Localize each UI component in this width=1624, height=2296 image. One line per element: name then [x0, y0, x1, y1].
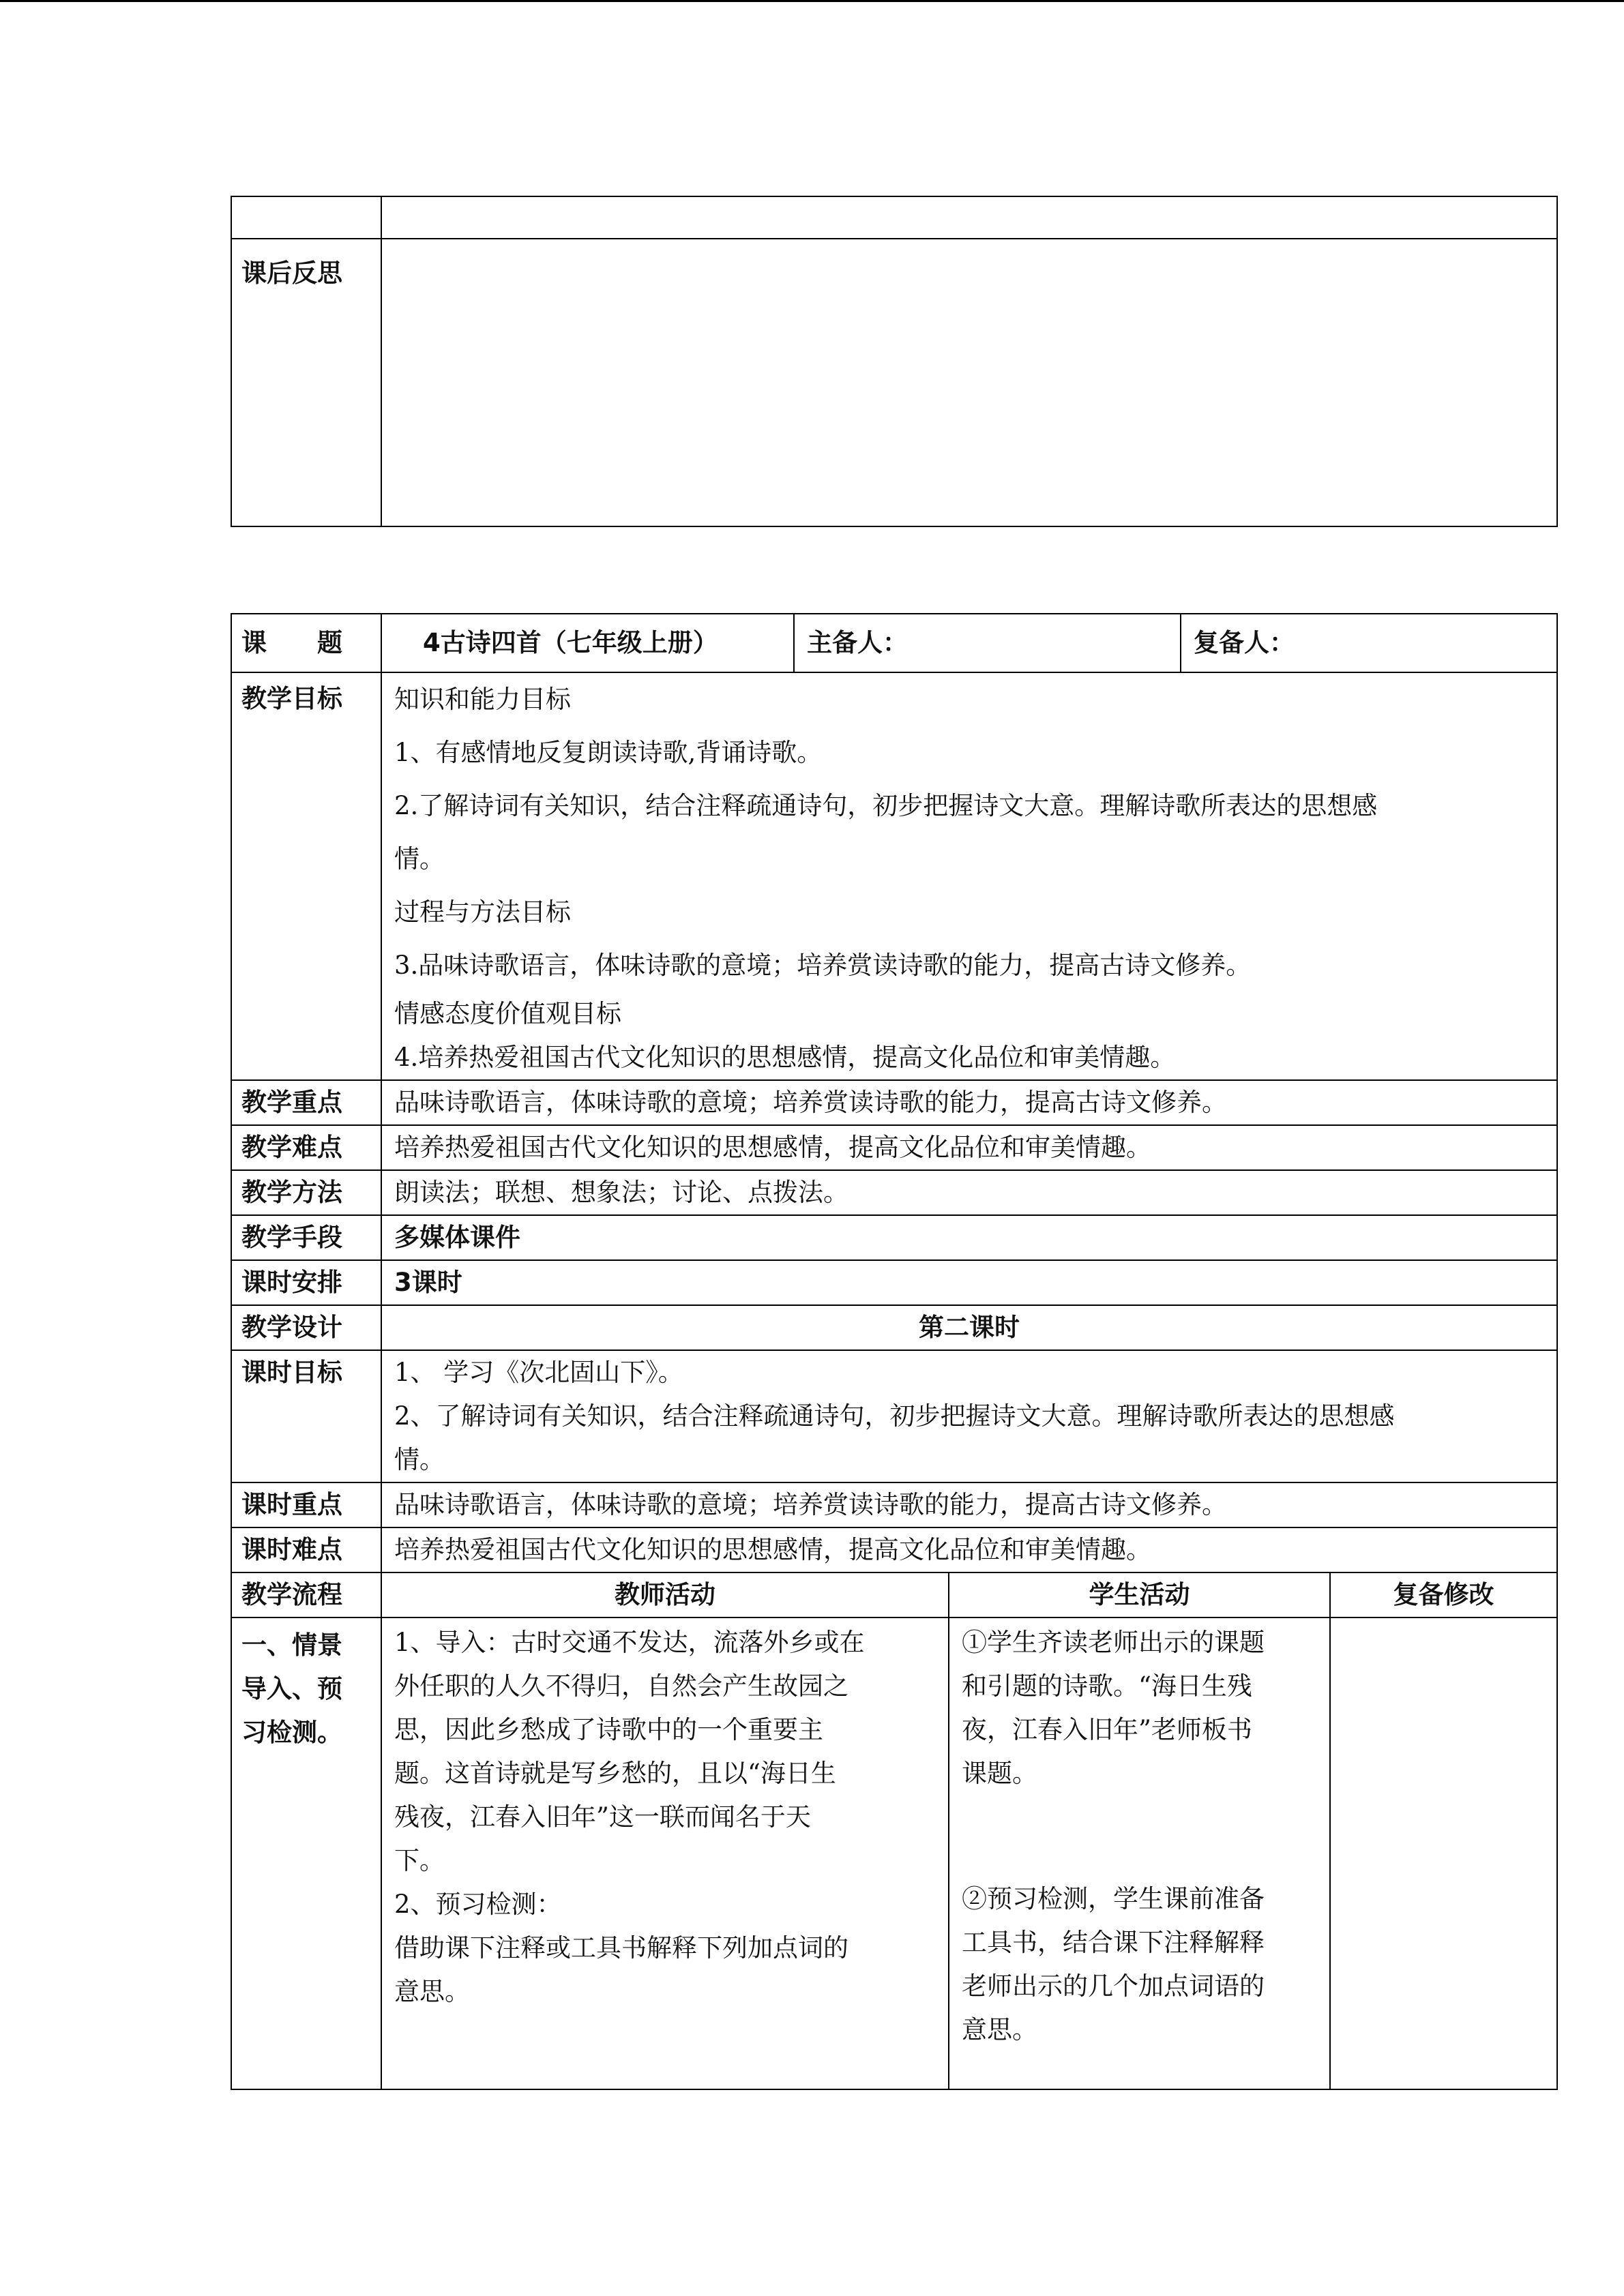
lesson-plan-table	[231, 613, 1558, 2090]
objectives-line-5: 过程与方法目标	[394, 897, 571, 927]
reflection-content[interactable]	[381, 239, 1557, 526]
teacher-line-4: 题。这首诗就是写乡愁的，且以“海日生	[394, 1759, 836, 1788]
reflection-label: 课后反思	[231, 239, 381, 526]
objectives-label: 教学目标	[231, 672, 381, 1080]
difficulty-value: 培养热爱祖国古代文化知识的思想感情，提高文化品位和审美情趣。	[381, 1125, 1557, 1170]
student-line-2: 和引题的诗歌。“海日生残	[962, 1671, 1252, 1701]
method-label: 教学方法	[231, 1170, 381, 1215]
objectives-content	[381, 672, 1557, 1080]
flow-stage-line-3: 习检测。	[241, 1718, 342, 1747]
teacher-activity-content	[381, 1617, 949, 2089]
page-top-border	[0, 0, 1624, 2]
objectives-line-2: 1、有感情地反复朗读诗歌,背诵诗歌。	[394, 738, 823, 767]
objectives-line-7: 情感态度价值观目标	[394, 999, 621, 1028]
teacher-line-1: 1、导入：古时交通不发达，流落外乡或在	[394, 1628, 865, 1657]
teacher-line-5: 残夜，江春入旧年”这一联而闻名于天	[394, 1802, 811, 1832]
flow-label: 教学流程	[231, 1572, 381, 1617]
co-preparer-label: 复备人：	[1194, 628, 1295, 657]
subject-label-text: 课 题	[241, 628, 342, 657]
revision-content[interactable]	[1330, 1617, 1557, 2089]
main-preparer-cell[interactable]	[794, 614, 1181, 672]
means-value: 多媒体课件	[381, 1215, 1557, 1260]
difficulty-label: 教学难点	[231, 1125, 381, 1170]
teacher-line-6: 下。	[394, 1846, 445, 1875]
objectives-line-3: 2.了解诗词有关知识，结合注释疏通诗句，初步把握诗文大意。理解诗歌所表达的思想感	[394, 791, 1378, 820]
lesson-goal-content	[381, 1350, 1557, 1482]
teacher-line-7: 2、预习检测：	[394, 1890, 562, 1919]
lesson-goal-line-3: 情。	[394, 1445, 445, 1474]
empty-label-cell	[231, 196, 381, 239]
objectives-line-6: 3.品味诗歌语言，体味诗歌的意境；培养赏读诗歌的能力，提高古诗文修养。	[394, 951, 1252, 980]
student-line-5: ②预习检测，学生课前准备	[962, 1884, 1265, 1913]
objectives-line-4: 情。	[394, 844, 445, 874]
teacher-line-9: 意思。	[394, 1977, 470, 2006]
focus-label: 教学重点	[231, 1080, 381, 1125]
schedule-value: 3课时	[381, 1260, 1557, 1305]
method-value: 朗读法；联想、想象法；讨论、点拨法。	[381, 1170, 1557, 1215]
reflection-table	[231, 196, 1558, 527]
subject-label	[231, 614, 381, 672]
co-preparer-cell[interactable]	[1181, 614, 1557, 672]
objectives-line-1: 知识和能力目标	[394, 685, 571, 714]
main-preparer-label: 主备人：	[807, 628, 908, 657]
subject-value-text: 4古诗四首（七年级上册）	[423, 628, 718, 657]
lesson-focus-label: 课时重点	[231, 1482, 381, 1527]
lesson-goal-line-1: 1、 学习《次北固山下》。	[394, 1358, 683, 1387]
teacher-activity-header: 教师活动	[381, 1572, 949, 1617]
lesson-difficulty-value: 培养热爱祖国古代文化知识的思想感情，提高文化品位和审美情趣。	[381, 1527, 1557, 1572]
focus-value: 品味诗歌语言，体味诗歌的意境；培养赏读诗歌的能力，提高古诗文修养。	[381, 1080, 1557, 1125]
teacher-line-2: 外任职的人久不得归，自然会产生故园之	[394, 1671, 848, 1701]
student-line-4: 课题。	[962, 1759, 1037, 1788]
student-activity-content	[949, 1617, 1330, 2089]
empty-content-cell	[381, 196, 1557, 239]
lesson-difficulty-label: 课时难点	[231, 1527, 381, 1572]
teacher-line-3: 思，因此乡愁成了诗歌中的一个重要主	[394, 1715, 823, 1744]
teacher-line-8: 借助课下注释或工具书解释下列加点词的	[394, 1933, 848, 1963]
design-label: 教学设计	[231, 1305, 381, 1350]
design-value: 第二课时	[381, 1305, 1557, 1350]
subject-value	[381, 614, 794, 672]
student-line-1: ①学生齐读老师出示的课题	[962, 1628, 1265, 1657]
student-spacer	[962, 1795, 1317, 1877]
student-line-3: 夜，江春入旧年”老师板书	[962, 1715, 1252, 1744]
flow-stage-line-1: 一、情景	[241, 1630, 342, 1660]
objectives-line-8: 4.培养热爱祖国古代文化知识的思想感情，提高文化品位和审美情趣。	[394, 1043, 1176, 1072]
means-label: 教学手段	[231, 1215, 381, 1260]
lesson-goal-line-2: 2、了解诗词有关知识，结合注释疏通诗句，初步把握诗文大意。理解诗歌所表达的思想感	[394, 1401, 1395, 1431]
student-line-8: 意思。	[962, 2015, 1037, 2044]
lesson-goal-label: 课时目标	[231, 1350, 381, 1482]
schedule-label: 课时安排	[231, 1260, 381, 1305]
flow-stage-cell	[231, 1617, 381, 2089]
student-line-6: 工具书，结合课下注释解释	[962, 1928, 1265, 1957]
student-activity-header: 学生活动	[949, 1572, 1330, 1617]
student-line-7: 老师出示的几个加点词语的	[962, 1971, 1265, 2001]
revision-header: 复备修改	[1330, 1572, 1557, 1617]
flow-stage-line-2: 导入、预	[241, 1674, 342, 1703]
lesson-focus-value: 品味诗歌语言，体味诗歌的意境；培养赏读诗歌的能力，提高古诗文修养。	[381, 1482, 1557, 1527]
